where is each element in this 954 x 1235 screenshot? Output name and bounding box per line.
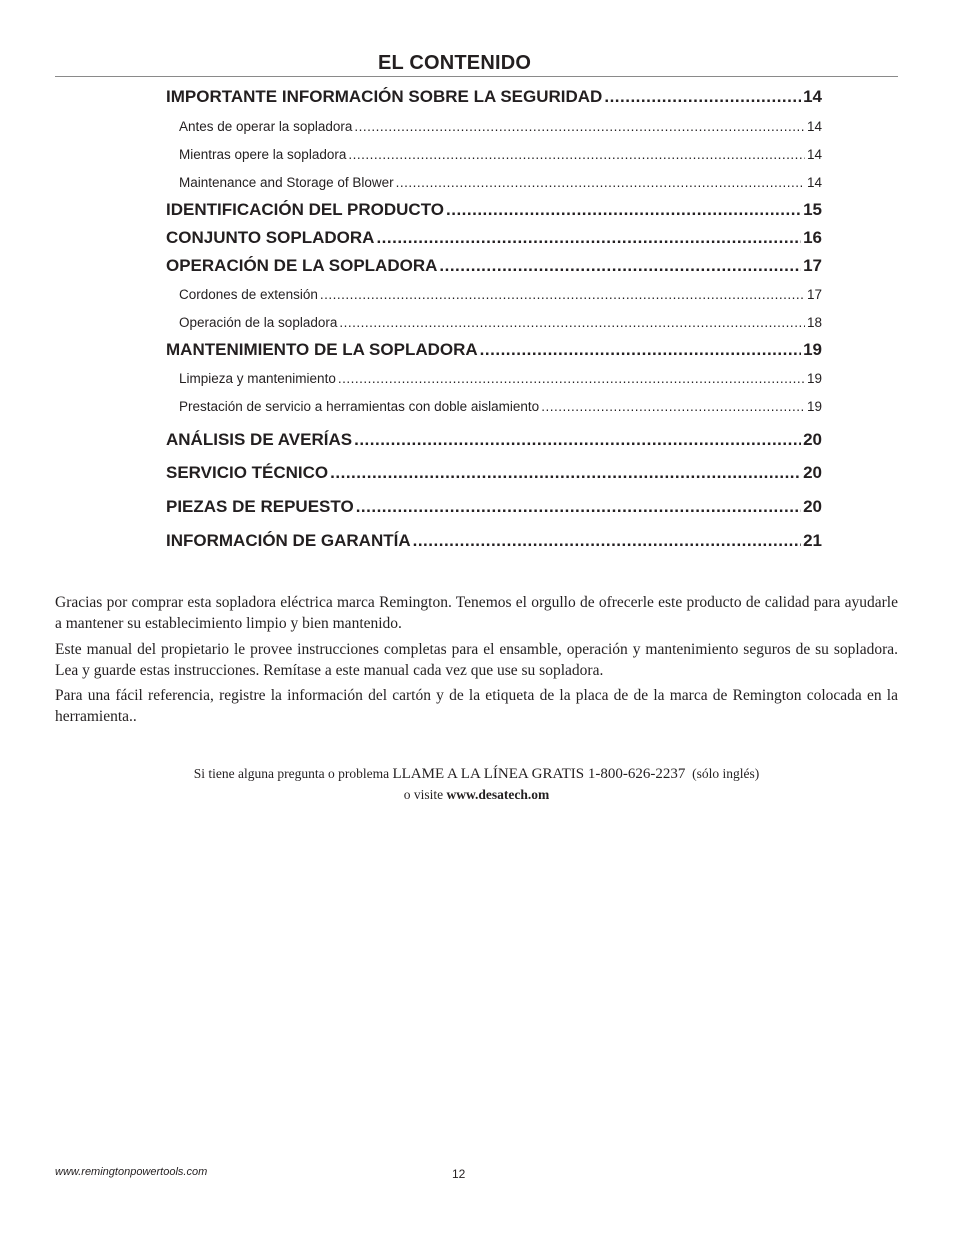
toc-entry-page: 20 (803, 497, 822, 516)
toc-leader-dots (348, 147, 805, 162)
toll-free-call: LLAME A LA LÍNEA GRATIS 1-800-626-2237 (392, 766, 686, 782)
page-number: 12 (452, 1167, 466, 1181)
toc-entry (166, 340, 822, 360)
toc-entry-label: ANÁLISIS DE AVERÍAS (166, 430, 353, 449)
toc-entry-label: INFORMACIÓN DE GARANTÍA (166, 531, 411, 550)
toc-entry-page: 14 (806, 175, 822, 190)
toc-entry-page: 20 (803, 463, 822, 482)
toc-entry (166, 200, 822, 220)
toc-entry-page: 20 (803, 430, 822, 449)
footer-url: www.remingtonpowertools.com (55, 1166, 208, 1178)
toc-leader-dots (354, 430, 801, 450)
toc-entry (166, 497, 822, 517)
toc-entry-page: 19 (803, 340, 822, 359)
toc-leader-dots (338, 371, 805, 386)
toc-entry-page: 17 (806, 287, 822, 302)
toc-entry-page: 17 (803, 256, 822, 275)
toc-leader-dots (320, 287, 805, 302)
toc-entry-page: 19 (806, 371, 822, 386)
intro-paragraph-2: Este manual del propietario le provee instrucciones completas para el ensamble, operación y mantenimiento seguros de su sopladora. Lea y guarde estas instrucciones. Remítase a este manual cada vez que use su sopladora. (55, 641, 898, 679)
toc-entry (166, 315, 822, 330)
toc-entry-label: Antes de operar la sopladora (179, 119, 353, 134)
intro-paragraph-3: Para una fácil referencia, registre la información del cartón y de la etiqueta de la placa de de la marca de Remington colocada en la herramienta.. (55, 687, 898, 725)
contact-prefix: Si tiene alguna pregunta o problema (193, 766, 390, 781)
toc-leader-dots (354, 119, 805, 134)
toc-entry-label: Limpieza y mantenimiento (179, 371, 336, 386)
toc-entry-page: 16 (803, 228, 822, 247)
toc-entry-label: MANTENIMIENTO DE LA SOPLADORA (166, 340, 478, 359)
intro-paragraph-1: Gracias por comprar esta sopladora eléctrica marca Remington. Tenemos el orgullo de ofrecerle este producto de calidad para ayudarle a mantener su establecimiento limpio y bien mantenido. (55, 594, 898, 632)
title-divider (55, 76, 898, 77)
toc-entry (166, 228, 822, 248)
toc-entry-label: Cordones de extensión (179, 287, 318, 302)
contact-line (55, 764, 898, 784)
toc-entry (166, 287, 822, 302)
toc-entry-page: 18 (806, 315, 822, 330)
toc-entry-page: 14 (803, 87, 822, 106)
toc-leader-dots (541, 399, 805, 414)
toc-leader-dots (413, 531, 801, 551)
toc-entry-label: SERVICIO TÉCNICO (166, 463, 329, 482)
toc-entry-page: 15 (803, 200, 822, 219)
toc-entry (166, 256, 822, 276)
toc-entry-label: Maintenance and Storage of Blower (179, 175, 394, 190)
toc-entry (166, 175, 822, 190)
visit-prefix: o visite (403, 787, 444, 802)
toc-leader-dots (356, 497, 801, 517)
toc-leader-dots (330, 463, 801, 483)
toc-leader-dots (446, 200, 801, 220)
toc-leader-dots (376, 228, 801, 248)
toc-leader-dots (396, 175, 805, 190)
toc-entry (166, 119, 822, 134)
toc-leader-dots (339, 315, 805, 330)
toc-entry (166, 399, 822, 414)
toc-entry-label: Operación de la sopladora (179, 315, 338, 330)
toc-entry-page: 14 (806, 119, 822, 134)
toc-leader-dots (439, 256, 801, 276)
language-note: (sólo inglés) (692, 766, 760, 781)
toc-entry-page: 14 (806, 147, 822, 162)
toc-entry-label: PIEZAS DE REPUESTO (166, 497, 354, 516)
toc-entry-label: IMPORTANTE INFORMACIÓN SOBRE LA SEGURIDAD (166, 87, 603, 106)
toc-entry (166, 371, 822, 386)
toc-entry-page: 21 (803, 531, 822, 550)
toc-entry (166, 531, 822, 551)
toc-entry (166, 463, 822, 483)
toc-entry-page: 19 (806, 399, 822, 414)
toc-entry (166, 87, 822, 107)
page-title: EL CONTENIDO (378, 52, 532, 74)
website-link[interactable]: www.desatech.om (446, 787, 550, 802)
toc-entry-label: CONJUNTO SOPLADORA (166, 228, 375, 247)
toc-entry (166, 147, 822, 162)
visit-line (55, 785, 898, 805)
toc-entry-label: IDENTIFICACIÓN DEL PRODUCTO (166, 200, 444, 219)
toc-entry-label: OPERACIÓN DE LA SOPLADORA (166, 256, 438, 275)
toc-entry-label: Prestación de servicio a herramientas con doble aislamiento (179, 399, 540, 414)
toc-entry-label: Mientras opere la sopladora (179, 147, 347, 162)
toc-leader-dots (604, 87, 801, 107)
toc-entry (166, 430, 822, 450)
toc-leader-dots (480, 340, 801, 360)
